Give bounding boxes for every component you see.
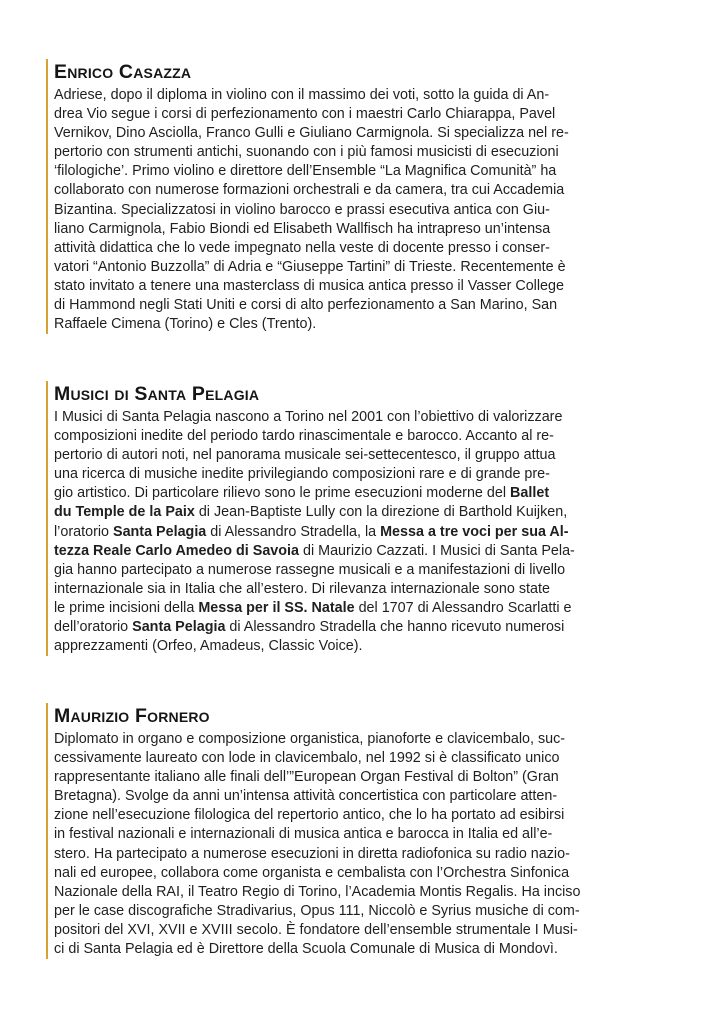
text-run: attività didattica che lo vede impegnato nella veste di docente presso i conser-: [54, 239, 550, 256]
body-line: [54, 503, 676, 522]
text-run: Vernikov, Dino Asciolla, Franco Gulli e Giuliano Carmignola. Si specializza nel re-: [54, 125, 569, 142]
body-line: [54, 124, 676, 143]
body-line: [54, 277, 676, 296]
text-run: dell’oratorio: [54, 619, 133, 636]
text-run: stero. Ha partecipato a numerose esecuzioni in diretta radiofonica su radio nazio-: [54, 845, 570, 862]
body-line: [54, 864, 676, 883]
text-run: le prime incisioni della: [54, 599, 199, 616]
section-maurizio-fornero: [46, 703, 676, 959]
text-run: ci di Santa Pelagia ed è Direttore della Scuola Comunale di Musica di Mondovì.: [54, 941, 558, 958]
text-run: Diplomato in organo e composizione organistica, pianoforte e clavicembalo, suc-: [54, 731, 566, 747]
body-line: [54, 408, 676, 427]
bold-title-text: Messa a tre voci per sua Al-: [380, 523, 569, 540]
body-line: [54, 181, 676, 200]
text-run: per le case discografiche Stradivarius, Opus 111, Niccolò e Syrius musiche di com-: [54, 902, 580, 919]
section-musici-di-santa-pelagia: [46, 381, 676, 656]
text-run: liano Carmignola, Fabio Biondi ed Elisabeth Wallfisch ha intrapreso un’intensa: [54, 220, 551, 237]
text-run: cessivamente laureato con lode in clavicembalo, nel 1992 si è classificato unico: [54, 750, 560, 767]
section-body: [54, 86, 676, 334]
body-line: [54, 143, 676, 162]
body-line: [54, 845, 676, 864]
text-run: di Alessandro Stradella, la: [206, 523, 381, 540]
section-heading: Musici di Santa Pelagia: [54, 383, 260, 405]
bold-title-text: Ballet: [510, 485, 550, 502]
body-line: [54, 902, 676, 921]
text-run: del 1707 di Alessandro Scarlatti e: [354, 599, 572, 616]
body-line: [54, 465, 676, 484]
body-line: [54, 921, 676, 940]
text-run: composizioni inedite del periodo tardo rinascimentale e barocco. Accanto al re-: [54, 428, 554, 445]
text-run: l’oratorio: [54, 523, 113, 540]
body-line: [54, 825, 676, 844]
text-run: apprezzamenti (Orfeo, Amadeus, Classic Voice).: [54, 638, 363, 655]
bold-title-text: Santa Pelagia: [132, 619, 226, 636]
bold-title-text: du Temple de la Paix: [54, 504, 195, 521]
text-run: positori del XVI, XVII e XVIII secolo. È fondatore dell’ensemble strumentale I Musi-: [54, 921, 578, 938]
body-line: [54, 427, 676, 446]
bold-title-text: Messa per il SS. Natale: [198, 599, 355, 616]
body-line: [54, 806, 676, 825]
body-line: [54, 749, 676, 768]
body-line: [54, 730, 676, 749]
text-run: Raffaele Cimena (Torino) e Cles (Trento).: [54, 316, 317, 333]
body-line: [54, 86, 676, 105]
body-line: [54, 315, 676, 334]
text-run: di Jean-Baptiste Lully con la direzione di Barthold Kuijken,: [194, 504, 568, 521]
body-line: [54, 446, 676, 465]
text-run: di Alessandro Stradella che hanno ricevuto numerosi: [225, 619, 565, 636]
text-run: Adriese, dopo il diploma in violino con il massimo dei voti, sotto la guida di An-: [54, 87, 550, 103]
text-run: in festival nazionali e internazionali di musica antica e barocca in Italia ed all’e-: [54, 826, 553, 843]
body-line: [54, 258, 676, 277]
text-run: nali ed europee, collabora come organista e cembalista con l’Orchestra Sinfonica: [54, 864, 570, 881]
body-line: [54, 580, 676, 599]
text-run: pertorio di autori noti, nel panorama musicale sei-settecentesco, il gruppo attua: [54, 447, 556, 464]
body-line: [54, 940, 676, 959]
section-enrico-casazza: [46, 59, 676, 334]
text-run: internazionale sia in Italia che all’estero. Di rilevanza internazionale sono state: [54, 580, 550, 597]
text-run: zione nell’esecuzione filologica del repertorio antico, che lo ha portato ad esibirsi: [54, 807, 565, 824]
body-line: [54, 105, 676, 124]
text-run: di Hammond negli Stati Uniti e corsi di alto perfezionamento a San Marino, San: [54, 297, 558, 314]
text-run: collaborato con numerose formazioni orchestrali e da camera, tra cui Accademia: [54, 182, 565, 199]
body-line: [54, 883, 676, 902]
section-heading: Maurizio Fornero: [54, 705, 210, 727]
bold-title-text: Santa Pelagia: [113, 523, 207, 540]
body-line: [54, 618, 676, 637]
body-line: [54, 787, 676, 806]
text-run: Bretagna). Svolge da anni un’intensa attività concertistica con particolare atten-: [54, 788, 558, 805]
body-line: [54, 162, 676, 181]
bold-title-text: tezza Reale Carlo Amedeo di Savoia: [54, 542, 299, 559]
section-body: [54, 408, 676, 656]
body-line: [54, 296, 676, 315]
body-line: [54, 768, 676, 787]
text-run: gio artistico. Di particolare rilievo sono le prime esecuzioni moderne del: [54, 485, 511, 502]
text-run: Bizantina. Specializzatosi in violino barocco e prassi esecutiva antica con Giu-: [54, 201, 550, 218]
text-run: stato invitato a tenere una masterclass di musica antica presso il Vasser College: [54, 277, 564, 294]
text-run: drea Vio segue i corsi di perfezionamento con i maestri Carlo Chiarappa, Pavel: [54, 106, 556, 123]
text-run: gia hanno partecipato a numerose rassegne musicali e a manifestazioni di livello: [54, 561, 566, 578]
body-line: [54, 239, 676, 258]
body-line: [54, 484, 676, 503]
text-run: una ricerca di musiche inedite privilegiando composizioni rare e di grande pre-: [54, 466, 550, 483]
section-heading: Enrico Casazza: [54, 61, 192, 83]
text-run: rappresentante italiano alle finali dell’”European Organ Festival di Bolton” (Gran: [54, 769, 559, 786]
text-run: I Musici di Santa Pelagia nascono a Torino nel 2001 con l’obiettivo di valorizzare: [54, 409, 563, 425]
body-line: [54, 561, 676, 580]
body-line: [54, 599, 676, 618]
body-line: [54, 201, 676, 220]
text-run: Nazionale della RAI, il Teatro Regio di Torino, l’Academia Montis Regalis. Ha inciso: [54, 883, 581, 900]
section-body: [54, 730, 676, 959]
body-line: [54, 220, 676, 239]
body-line: [54, 523, 676, 542]
text-run: di Maurizio Cazzati. I Musici di Santa Pela-: [299, 542, 575, 559]
text-run: pertorio con strumenti antichi, suonando con i più famosi musicisti di esecuzioni: [54, 144, 559, 161]
text-run: vatori “Antonio Buzzolla” di Adria e “Giuseppe Tartini” di Trieste. Recentemente è: [54, 258, 566, 275]
body-line: [54, 637, 676, 656]
body-line: [54, 542, 676, 561]
text-run: ‘filologiche’. Primo violino e direttore dell’Ensemble “La Magnifica Comunità” ha: [54, 163, 557, 180]
